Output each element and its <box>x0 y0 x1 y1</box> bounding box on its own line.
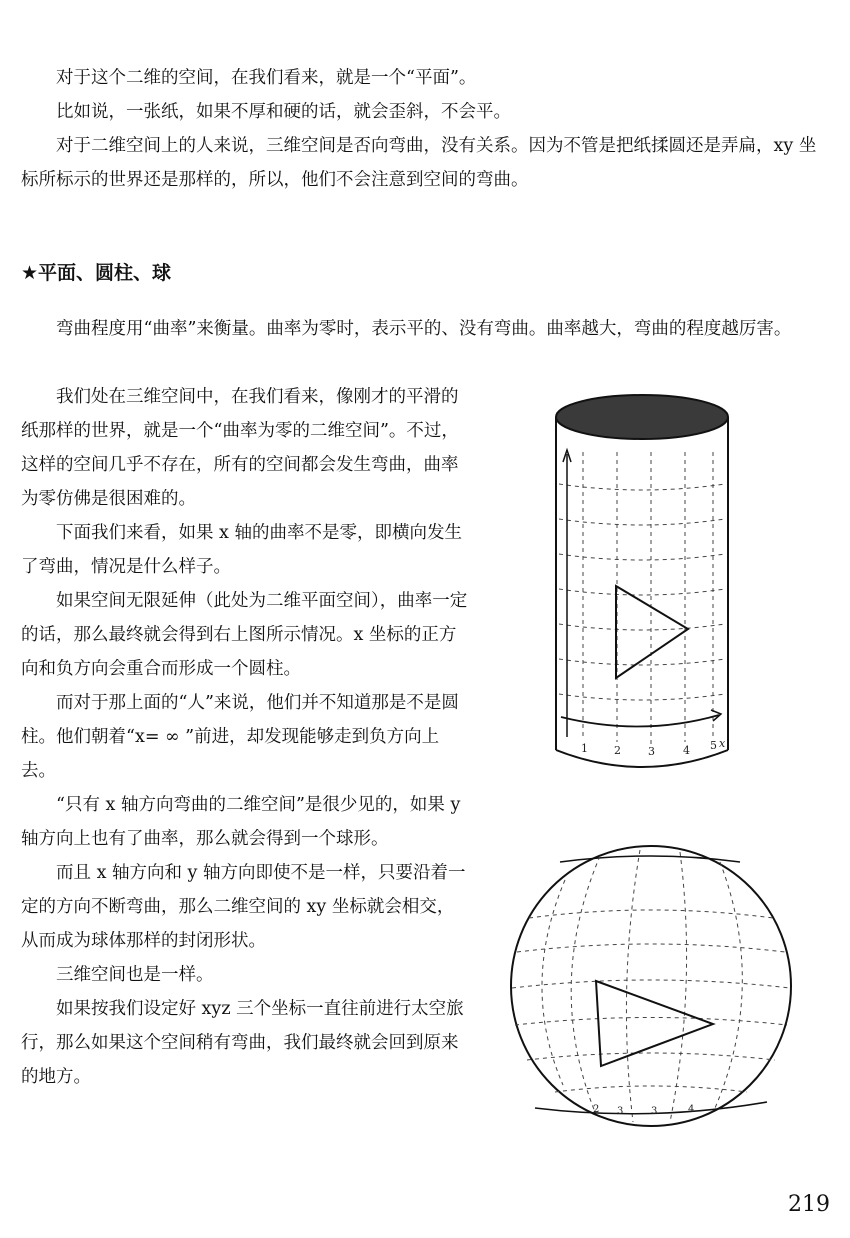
cylinder-tick-label: 5 <box>710 739 717 752</box>
cylinder-top <box>556 395 728 439</box>
paragraph-paper: 比如说，一张纸，如果不厚和硬的话，就会歪斜，不会平。 <box>56 102 511 122</box>
paragraph-infinity: 而对于那上面的“人”来说，他们并不知道那是不是圆柱。他们朝着“x= ∞ ”前进，却发现能够走到负方向上去。 <box>21 693 459 781</box>
paragraph-sphere: “只有 x 轴方向弯曲的二维空间”是很少见的，如果 y 轴方向上也有了曲率，那么就会得到一个球形。 <box>21 795 461 849</box>
cylinder-x-axis <box>561 715 719 727</box>
paragraph-x-curvature: 下面我们来看，如果 x 轴的曲率不是零，即横向发生了弯曲，情况是什么样子。 <box>21 523 462 577</box>
paragraph-2d-people: 对于二维空间上的人来说，三维空间是否向弯曲，没有关系。因为不管是把纸揉圆还是弄扁，xy 坐标所标示的世界还是那样的，所以，他们不会注意到空间的弯曲。 <box>21 136 817 190</box>
paragraph-plane: 对于这个二维的空间，在我们看来，就是一个“平面”。 <box>56 68 477 88</box>
cylinder-tick-label: 2 <box>614 744 621 757</box>
cylinder-tick-label: 1 <box>581 742 588 755</box>
sphere-tick-label: 3 <box>617 1106 624 1117</box>
sphere-tick-label: 3 <box>651 1106 658 1117</box>
section-heading: ★平面、圆柱、球 <box>21 262 172 284</box>
sphere-figure <box>505 840 797 1132</box>
sphere-tick-label: 2 <box>593 1104 600 1115</box>
sphere-triangle <box>596 981 713 1066</box>
page-number: 219 <box>788 1192 830 1217</box>
paragraph-curvature: 弯曲程度用“曲率”来衡量。曲率为零时，表示平的、没有弯曲。曲率越大，弯曲的程度越厉害。 <box>56 319 792 339</box>
paragraph-cylinder: 如果空间无限延伸（此处为二维平面空间），曲率一定的话，那么最终就会得到右上图所示情况。x 坐标的正方向和负方向会重合而形成一个圆柱。 <box>21 591 468 679</box>
cylinder-triangle <box>616 586 688 678</box>
sphere-outline <box>511 846 791 1126</box>
cylinder-axis-label: x <box>719 737 726 750</box>
paragraph-closed-shape: 而且 x 轴方向和 y 轴方向即使不是一样，只要沿着一定的方向不断弯曲，那么二维空间的 xy 坐标就会相交，从而成为球体那样的封闭形状。 <box>21 863 466 951</box>
cylinder-tick-label: 3 <box>648 745 655 758</box>
sphere-tick-label: 4 <box>688 1104 695 1115</box>
paragraph-space-travel: 如果按我们设定好 xyz 三个坐标一直往前进行太空旅行，那么如果这个空间稍有弯曲，我们最终就会回到原来的地方。 <box>21 999 464 1087</box>
paragraph-3d-space: 三维空间也是一样。 <box>56 965 214 985</box>
cylinder-tick-label: 4 <box>683 744 690 757</box>
paragraph-zero-curvature: 我们处在三维空间中，在我们看来，像刚才的平滑的纸那样的世界，就是一个“曲率为零的二维空间”。不过，这样的空间几乎不存在，所有的空间都会发生弯曲，曲率为零仿佛是很困难的。 <box>21 387 459 509</box>
cylinder-figure <box>553 392 743 777</box>
